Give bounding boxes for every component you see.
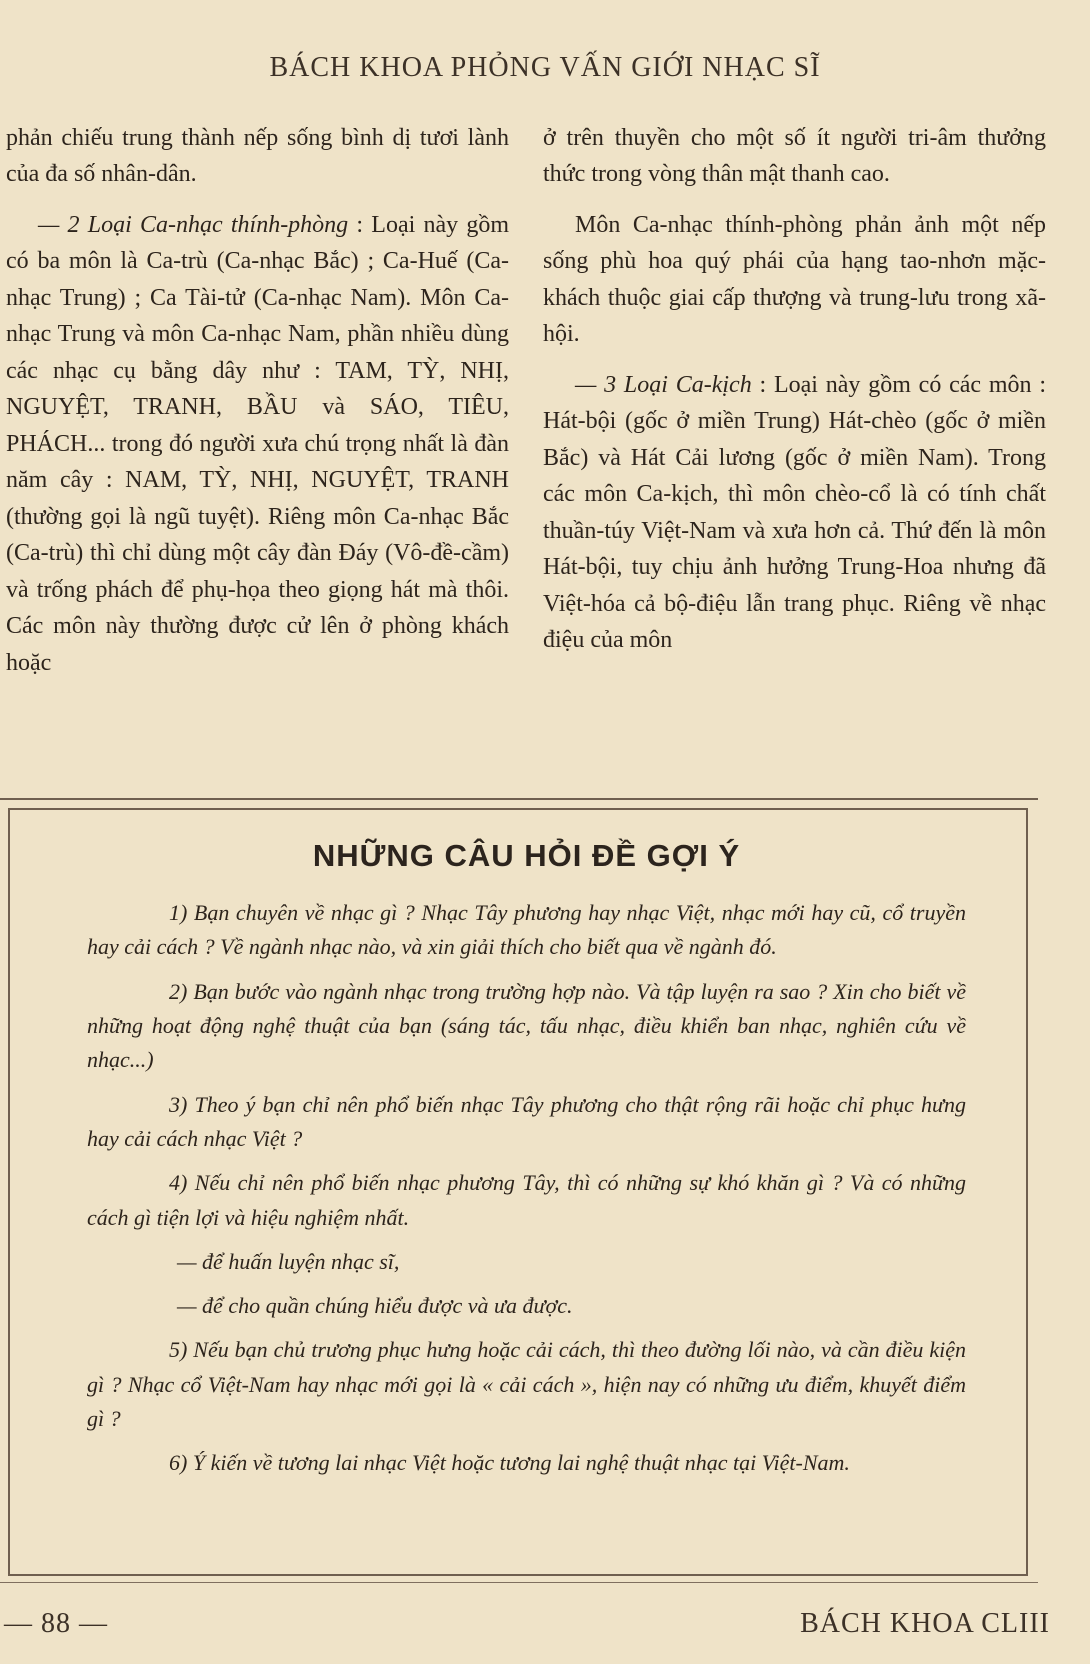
question-3-number: 3) <box>169 1091 188 1117</box>
running-header: BÁCH KHOA PHỎNG VẤN GIỚI NHẠC SĨ <box>269 52 821 83</box>
article-columns <box>6 120 1046 695</box>
right-paragraph-3 <box>543 367 1046 659</box>
issue-label: BÁCH KHOA CLIII <box>800 1608 1050 1639</box>
question-4-text: Nếu chỉ nên phổ biến nhạc phương Tây, thì có những sự khó khăn gì ? Và có những cách gì tiện lợi và hiệu nghiệm nhất. <box>87 1170 967 1230</box>
question-4-subpoint-2: — để cho quần chúng hiểu được và ưa được. <box>177 1293 573 1319</box>
section-divider <box>0 798 1038 800</box>
section-3-heading: — 3 Loại Ca-kịch <box>575 371 752 398</box>
question-5-number: 5) <box>169 1337 188 1363</box>
right-paragraph-2: Môn Ca-nhạc thính-phòng phản ảnh một nếp sống phù hoa quý phái của hạng tao-nhơn mặc-khách thuộc giai cấp thượng và trung-lưu trong xã-hội. <box>543 211 1046 348</box>
question-4-subpoint-1: — để huấn luyện nhạc sĩ, <box>177 1248 400 1274</box>
left-column <box>6 120 509 695</box>
question-4-number: 4) <box>169 1170 188 1196</box>
question-3-text: Theo ý bạn chỉ nên phổ biến nhạc Tây phương cho thật rộng rãi hoặc chỉ phục hưng hay cải cách nhạc Việt ? <box>87 1091 966 1151</box>
question-1-text: Bạn chuyên về nhạc gì ? Nhạc Tây phương hay nhạc Việt, nhạc mới hay cũ, cổ truyền hay cải cách ? Về ngành nhạc nào, và xin giải thích cho biết qua về ngành đó. <box>87 900 966 960</box>
question-1-number: 1) <box>169 900 188 925</box>
question-2-text: Bạn bước vào ngành nhạc trong trường hợp nào. Và tập luyện ra sao ? Xin cho biết về những hoạt động nghệ thuật của bạn (sáng tác, tấu nhạc, điều khiển ban nhạc, nghiên cứu về nhạc...) <box>87 978 967 1073</box>
right-column <box>543 120 1046 695</box>
question-1 <box>87 896 966 965</box>
right-paragraph-1: ở trên thuyền cho một số ít người tri-âm thưởng thức trong vòng thân mật thanh cao. <box>543 125 1046 188</box>
question-6 <box>87 1446 966 1480</box>
question-6-text: Ý kiến về tương lai nhạc Việt hoặc tương lai nghệ thuật nhạc tại Việt-Nam. <box>192 1450 850 1476</box>
left-paragraph-2 <box>6 207 509 681</box>
section-2-heading: — 2 Loại Ca-nhạc thính-phòng <box>38 211 349 238</box>
section-3-body: : Loại này gồm có các môn : Hát-bội (gốc ở miền Trung) Hát-chèo (gốc ở miền Bắc) và Hát Cải lương (gốc ở miền Nam). Trong các môn Ca-kịch, thì môn chèo-cổ là có tính chất thuần-túy Việt-Nam và xưa hơn cả. Thứ đến là môn Hát-bội, tuy chịu ảnh hưởng Trung-Hoa nhưng đã Việt-hóa cả bộ-điệu lẫn trang phục. Riêng về nhạc điệu của môn <box>543 371 1046 654</box>
question-2-number: 2) <box>169 978 188 1004</box>
question-box-title: NHỮNG CÂU HỎI ĐỀ GỢI Ý <box>312 838 741 873</box>
footer-divider <box>0 1582 1038 1583</box>
question-6-number: 6) <box>169 1450 188 1476</box>
question-3 <box>87 1088 966 1157</box>
question-2 <box>87 975 966 1078</box>
question-5 <box>87 1333 966 1436</box>
section-2-body: : Loại này gồm có ba môn là Ca-trù (Ca-nhạc Bắc) ; Ca-Huế (Ca-nhạc Trung) ; Ca Tài-tử (Ca-nhạc Nam). Môn Ca-nhạc Trung và môn Ca-nhạc Nam, phần nhiều dùng các nhạc cụ bằng dây như : TAM, TỲ, NHỊ, NGUYỆT, TRANH, BẦU và SÁO, TIÊU, PHÁCH... trong đó người xưa chú trọng nhất là đàn năm cây : NAM, TỲ, NHỊ, NGUYỆT, TRANH (thường gọi là ngũ tuyệt). Riêng môn Ca-nhạc Bắc (Ca-trù) thì chỉ dùng một cây đàn Đáy (Vô-đề-cầm) và trống phách để phụ-họa theo giọng hát mà thôi. Các môn này thường được cử lên ở phòng khách hoặc <box>6 211 510 676</box>
question-box <box>8 808 1028 1576</box>
question-4 <box>87 1166 966 1235</box>
left-paragraph-1: phản chiếu trung thành nếp sống bình dị tươi lành của đa số nhân-dân. <box>6 125 509 188</box>
question-5-text: Nếu bạn chủ trương phục hưng hoặc cải cách, thì theo đường lối nào, và cần điều kiện gì ? Nhạc cổ Việt-Nam hay nhạc mới gọi là « cải cách », hiện nay có những ưu điểm, khuyết điểm gì ? <box>87 1337 967 1432</box>
page-number: — 88 — <box>4 1608 108 1639</box>
